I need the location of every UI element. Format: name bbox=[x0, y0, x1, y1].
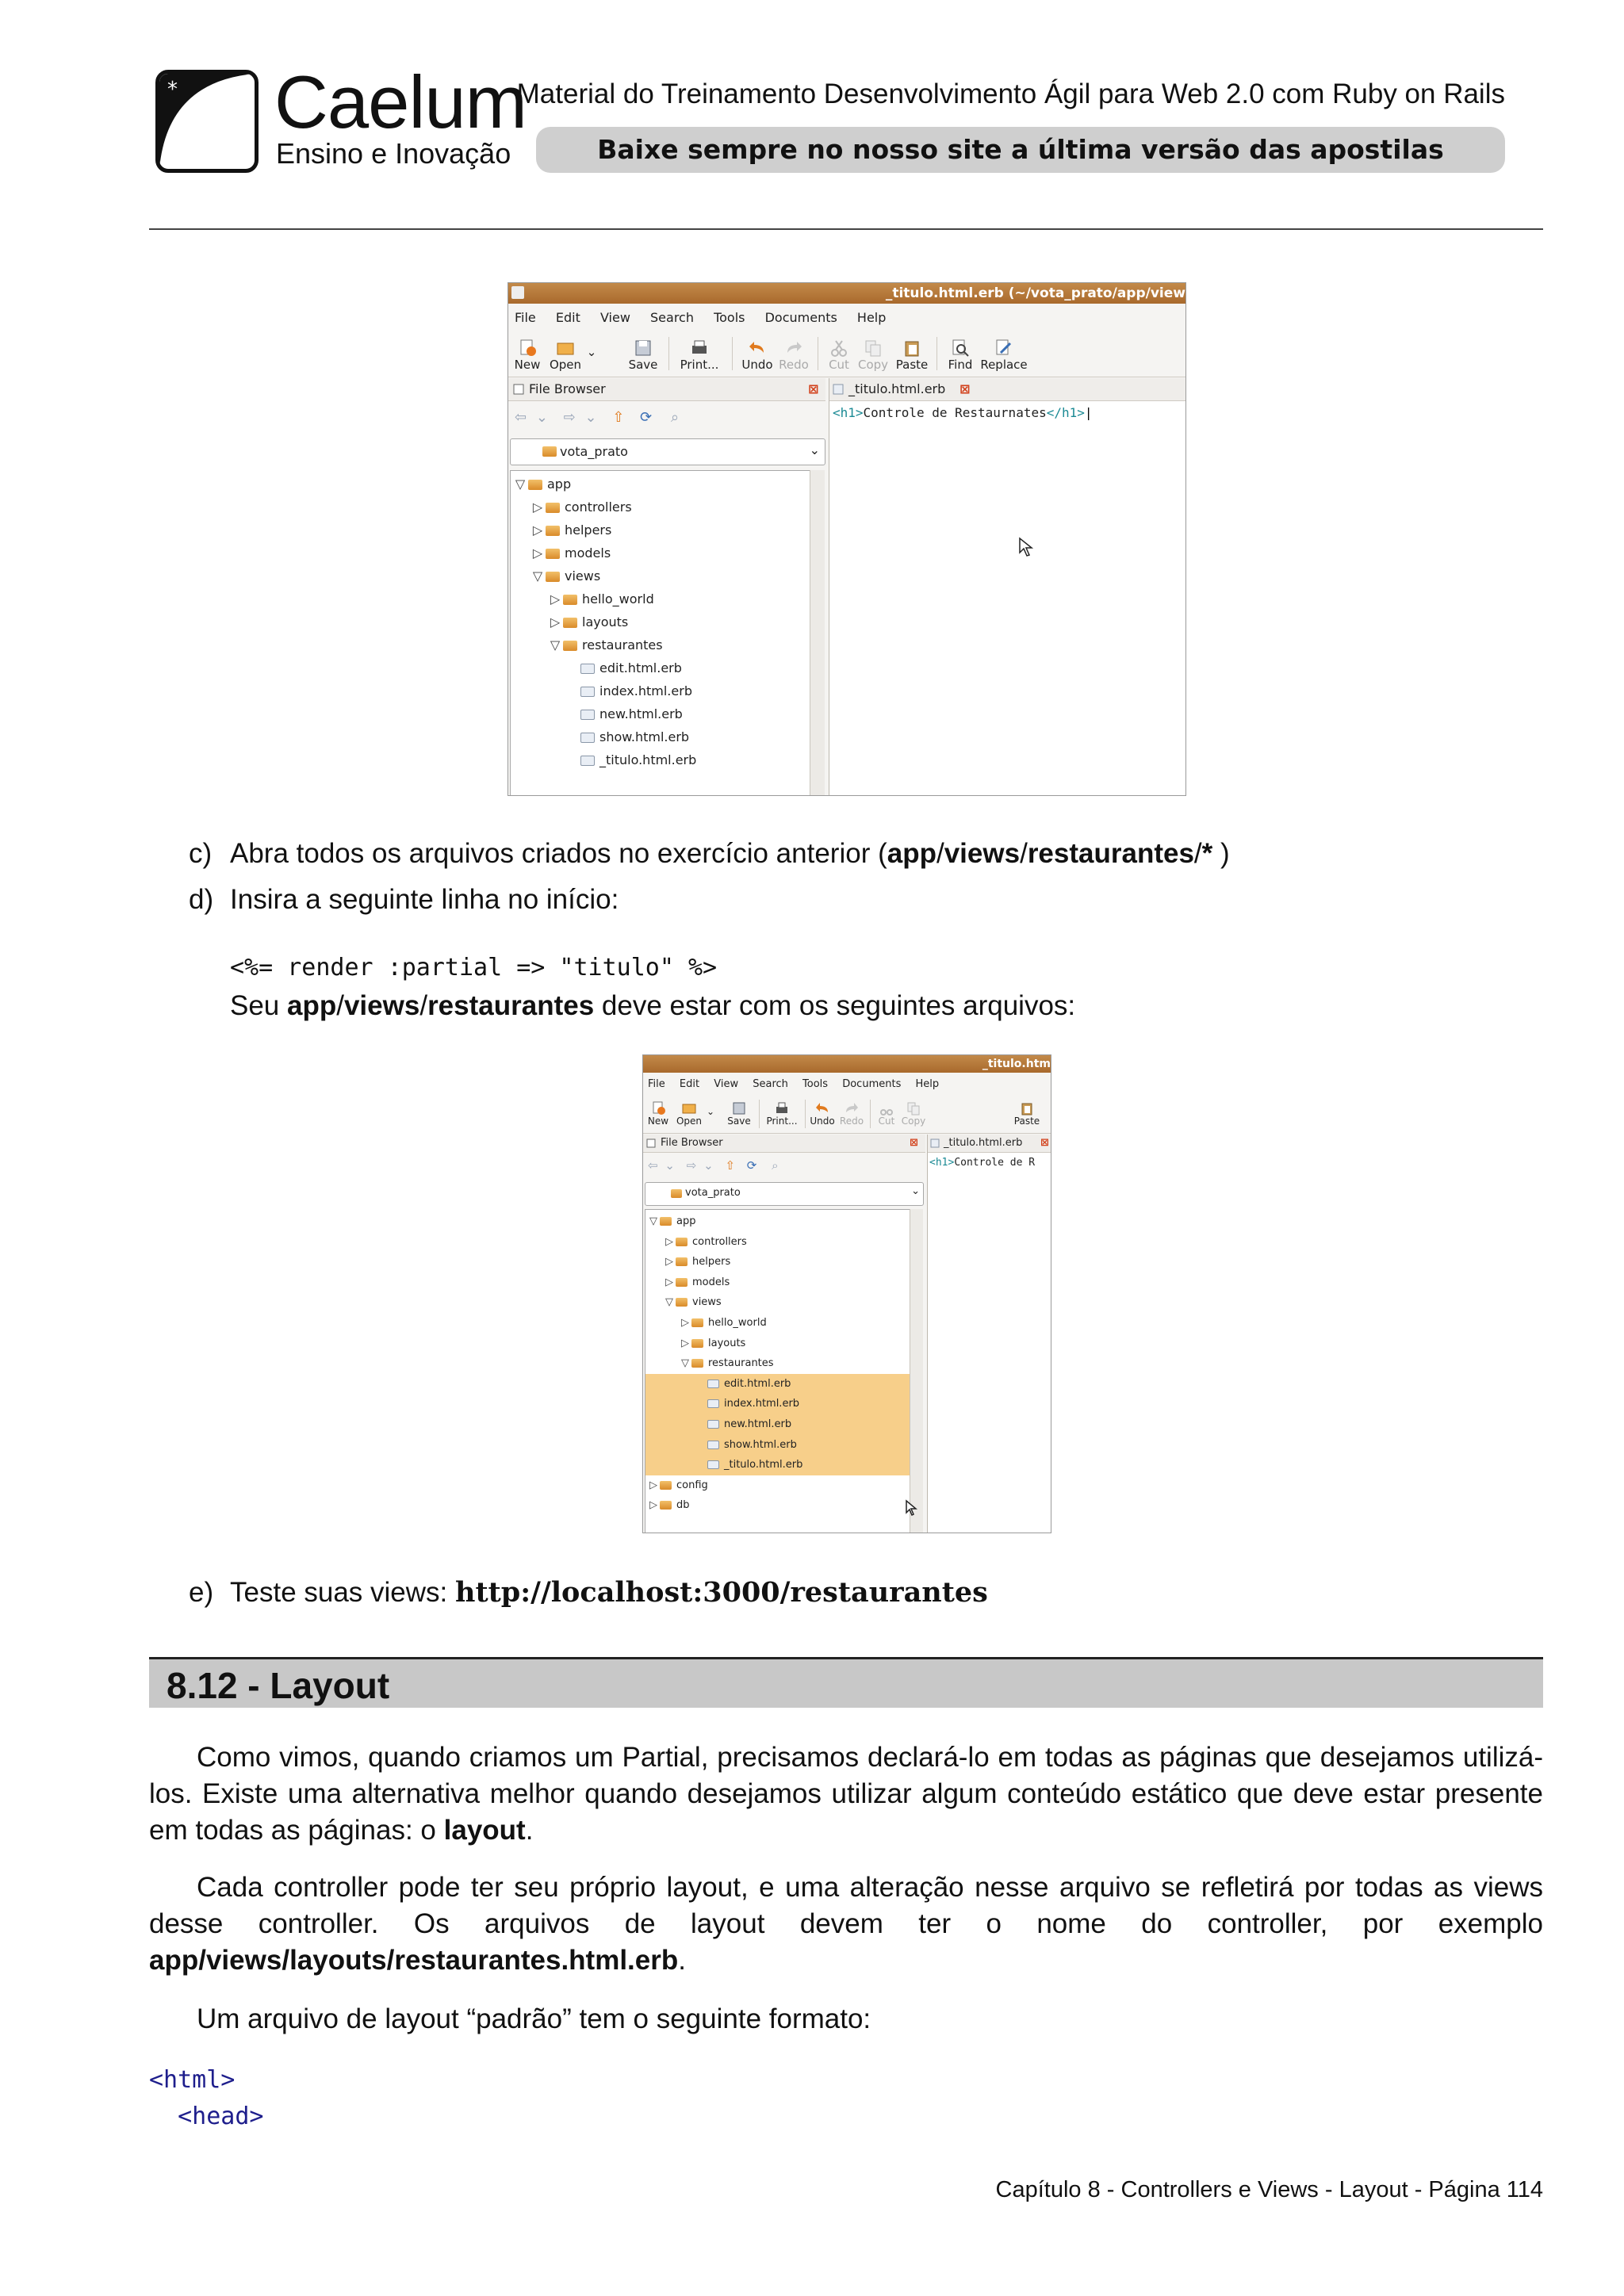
refresh-icon[interactable]: ⟳ bbox=[746, 1158, 757, 1173]
folder-icon bbox=[528, 480, 542, 490]
file-browser-title: File Browser bbox=[661, 1137, 723, 1149]
tree-item-label: controllers bbox=[692, 1235, 747, 1248]
window-titlebar bbox=[643, 1055, 1051, 1073]
tree-item-label: _titulo.html.erb bbox=[599, 752, 697, 767]
tree-file-item[interactable] bbox=[511, 702, 810, 725]
back-icon[interactable]: ⇦ bbox=[648, 1158, 658, 1173]
tree-scrollbar[interactable] bbox=[910, 1209, 923, 1533]
toolbar-find-button[interactable]: Find bbox=[944, 339, 976, 372]
step-d-text: Insira a seguinte linha no início: bbox=[230, 884, 619, 915]
expander-closed-icon[interactable]: ▷ bbox=[681, 1317, 689, 1329]
expander-closed-icon[interactable]: ▷ bbox=[665, 1276, 673, 1288]
folder-icon bbox=[676, 1298, 688, 1307]
page-footer: Capítulo 8 - Controllers e Views - Layout - Página 114 bbox=[995, 2177, 1543, 2202]
caelum-logo-mark bbox=[155, 70, 259, 173]
tree-item-label: edit.html.erb bbox=[599, 660, 682, 675]
chevron-down-icon[interactable]: ⌄ bbox=[584, 409, 597, 426]
window-title: _titulo.html.erb (~/vota_prato/app/view bbox=[885, 285, 1185, 301]
mouse-cursor-icon bbox=[1018, 537, 1034, 557]
expander-closed-icon[interactable]: ▷ bbox=[649, 1499, 657, 1512]
tree-file-item[interactable] bbox=[645, 1374, 910, 1395]
toolbar-separator bbox=[936, 337, 937, 370]
tree-folder-item[interactable] bbox=[645, 1353, 910, 1374]
tree-file-item[interactable] bbox=[511, 725, 810, 748]
menu-file[interactable]: File bbox=[648, 1078, 665, 1090]
step-e-text: Teste suas views: http://localhost:3000/restaurantes bbox=[230, 1576, 988, 1609]
folder-icon bbox=[660, 1481, 672, 1490]
paragraph-1: Como vimos, quando criamos um Partial, precisamos declará-lo em todas as páginas que desejamos utilizá-los. Existe uma alternativa melhor quando desejamos utilizar algum conteúdo estático que deve estar presente em todas as páginas: o layout. bbox=[149, 1742, 1543, 1846]
logo-name: Caelum bbox=[274, 60, 527, 144]
toolbar-copy-button[interactable]: Copy bbox=[898, 1101, 929, 1127]
tree-folder-item[interactable] bbox=[511, 519, 810, 541]
tree-scrollbar[interactable] bbox=[810, 470, 825, 795]
folder-icon bbox=[676, 1257, 688, 1266]
menu-tools[interactable]: Tools bbox=[802, 1078, 829, 1090]
step-c-text: Abra todos os arquivos criados no exercício anterior (app/views/restaurantes/* ) bbox=[230, 838, 1230, 869]
new-file-icon bbox=[518, 339, 537, 358]
tree-item-label: layouts bbox=[708, 1337, 746, 1349]
tree-item-label: models bbox=[692, 1276, 730, 1288]
code-line-head: <head> bbox=[149, 2103, 264, 2130]
tree-folder-item[interactable] bbox=[645, 1211, 910, 1232]
toolbar-cut-button[interactable]: Cut bbox=[825, 339, 852, 372]
filter-search-icon[interactable]: ⌕ bbox=[670, 409, 680, 426]
toolbar-redo-button[interactable]: Redo bbox=[778, 339, 810, 372]
tree-item-label: models bbox=[565, 545, 611, 561]
editor-area bbox=[927, 1135, 1051, 1533]
paragraph-3: Um arquivo de layout “padrão” tem o seguinte formato: bbox=[197, 2003, 871, 2034]
window-titlebar bbox=[508, 283, 1185, 304]
expander-closed-icon[interactable]: ▷ bbox=[532, 522, 543, 538]
toolbar-open-button[interactable]: Open bbox=[548, 339, 583, 372]
menu-tools[interactable]: Tools bbox=[714, 310, 745, 325]
toolbar-copy-button[interactable]: Copy bbox=[856, 339, 891, 372]
chevron-down-icon: ⌄ bbox=[809, 442, 820, 457]
folder-icon bbox=[676, 1238, 688, 1246]
document-icon bbox=[707, 1380, 719, 1388]
folder-icon bbox=[546, 572, 560, 582]
step-d-code: <%= render :partial => "titulo" %> bbox=[230, 954, 718, 982]
tree-file-item[interactable] bbox=[511, 679, 810, 702]
redo-icon bbox=[784, 339, 803, 358]
toolbar-paste-button[interactable]: Paste bbox=[1011, 1101, 1043, 1127]
folder-icon bbox=[563, 618, 577, 628]
folder-icon bbox=[546, 526, 560, 536]
toolbar-separator bbox=[732, 337, 733, 370]
step-d-marker: d) bbox=[189, 884, 214, 915]
document-icon bbox=[580, 733, 595, 743]
clipboard-icon bbox=[902, 339, 921, 358]
redo-icon bbox=[845, 1101, 859, 1115]
gedit-screenshot-1 bbox=[508, 282, 1186, 796]
tree-folder-item[interactable] bbox=[645, 1313, 910, 1334]
copy-icon bbox=[906, 1101, 921, 1115]
toolbar-replace-button[interactable]: Replace bbox=[978, 339, 1030, 372]
tree-file-item[interactable] bbox=[645, 1455, 910, 1475]
section-heading bbox=[149, 1657, 1543, 1708]
print-icon bbox=[775, 1101, 789, 1115]
menu-search[interactable]: Search bbox=[650, 310, 694, 325]
menu-file[interactable]: File bbox=[515, 310, 536, 325]
menu-view[interactable]: View bbox=[599, 310, 630, 325]
document-icon bbox=[707, 1420, 719, 1429]
expander-closed-icon[interactable]: ▷ bbox=[532, 545, 543, 561]
tree-item-label: helpers bbox=[692, 1256, 731, 1269]
editor-tab-bar bbox=[928, 1135, 1051, 1153]
clipboard-icon bbox=[1020, 1101, 1034, 1115]
tree-item-label: new.html.erb bbox=[599, 706, 683, 721]
window-title: _titulo.htm bbox=[982, 1058, 1051, 1070]
file-browser-header bbox=[508, 378, 825, 401]
up-arrow-icon[interactable]: ⇧ bbox=[612, 409, 625, 426]
find-icon bbox=[951, 339, 970, 358]
menu-edit[interactable]: Edit bbox=[679, 1078, 700, 1090]
expander-closed-icon[interactable]: ▷ bbox=[681, 1337, 689, 1349]
section-title: 8.12 - Layout bbox=[167, 1665, 390, 1706]
tree-item-label: app bbox=[547, 476, 572, 492]
refresh-icon[interactable]: ⟳ bbox=[640, 409, 653, 426]
folder-icon bbox=[691, 1339, 703, 1348]
folder-icon bbox=[676, 1278, 688, 1287]
folder-icon bbox=[660, 1501, 672, 1510]
location-combo[interactable] bbox=[645, 1182, 924, 1206]
tree-item-label: db bbox=[676, 1499, 690, 1512]
expander-closed-icon[interactable]: ▷ bbox=[550, 591, 561, 607]
tree-item-label: edit.html.erb bbox=[724, 1377, 791, 1390]
expander-open-icon[interactable]: ▽ bbox=[550, 637, 561, 652]
header-divider bbox=[149, 228, 1543, 230]
folder-icon bbox=[671, 1189, 682, 1198]
tree-file-item[interactable] bbox=[645, 1394, 910, 1414]
tree-file-item[interactable] bbox=[511, 748, 810, 771]
toolbar-separator bbox=[805, 1100, 806, 1128]
file-browser-header bbox=[643, 1135, 925, 1153]
folder-icon bbox=[546, 549, 560, 559]
toolbar-cut-button[interactable]: Cut bbox=[875, 1101, 898, 1127]
document-icon bbox=[930, 1138, 940, 1148]
editor-tab[interactable]: _titulo.html.erb bbox=[944, 1137, 1023, 1149]
tree-item-label: controllers bbox=[565, 499, 632, 515]
step-d-files-text: Seu app/views/restaurantes deve estar com os seguintes arquivos: bbox=[230, 990, 1076, 1021]
toolbar bbox=[508, 331, 1185, 377]
editor-area bbox=[829, 378, 1186, 795]
save-icon bbox=[634, 339, 653, 358]
logo-tagline: Ensino e Inovação bbox=[276, 137, 511, 170]
expander-open-icon[interactable]: ▽ bbox=[681, 1357, 689, 1370]
document-icon bbox=[707, 1399, 719, 1408]
toolbar-print-button[interactable]: Print... bbox=[764, 1101, 800, 1127]
document-icon bbox=[580, 710, 595, 720]
save-icon bbox=[732, 1101, 746, 1115]
up-arrow-icon[interactable]: ⇧ bbox=[725, 1158, 736, 1173]
tree-folder-item[interactable] bbox=[511, 496, 810, 519]
expander-closed-icon[interactable]: ▷ bbox=[665, 1256, 673, 1269]
tree-folder-item[interactable] bbox=[645, 1475, 910, 1496]
toolbar-print-button[interactable]: Print... bbox=[678, 339, 721, 372]
document-icon bbox=[580, 687, 595, 697]
location-value: vota_prato bbox=[685, 1187, 741, 1199]
tree-item-label: new.html.erb bbox=[724, 1418, 792, 1430]
document-icon bbox=[707, 1441, 719, 1449]
code-line-html: <html> bbox=[149, 2066, 236, 2094]
toolbar-redo-button[interactable]: Redo bbox=[838, 1101, 865, 1127]
close-panel-icon[interactable]: ⊠ bbox=[910, 1137, 918, 1149]
folder-icon bbox=[563, 641, 577, 651]
toolbar-undo-button[interactable]: Undo bbox=[741, 339, 773, 372]
expander-closed-icon[interactable]: ▷ bbox=[532, 499, 543, 515]
folder-icon bbox=[563, 595, 577, 605]
svg-text:*: * bbox=[167, 78, 178, 101]
folder-icon bbox=[691, 1359, 703, 1368]
toolbar-separator bbox=[759, 1100, 760, 1128]
menu-documents[interactable]: Documents bbox=[842, 1078, 902, 1090]
document-icon bbox=[707, 1460, 719, 1469]
header-banner: Baixe sempre no nosso site a última versão das apostilas bbox=[536, 127, 1505, 173]
document-icon bbox=[580, 664, 595, 674]
toolbar-open-button[interactable]: Open bbox=[675, 1101, 703, 1127]
document-icon bbox=[833, 384, 844, 395]
tree-item-label: layouts bbox=[582, 614, 629, 629]
chevron-down-icon[interactable]: ⌄ bbox=[703, 1158, 714, 1173]
folder-icon bbox=[546, 503, 560, 513]
toolbar-separator bbox=[870, 1100, 871, 1128]
expander-open-icon[interactable]: ▽ bbox=[665, 1296, 673, 1309]
file-browser-icon bbox=[646, 1138, 656, 1148]
toolbar-save-button[interactable]: Save bbox=[726, 1101, 753, 1127]
tree-item-label: index.html.erb bbox=[599, 683, 692, 698]
tree-item-label: hello_world bbox=[582, 591, 654, 607]
folder-icon bbox=[542, 446, 557, 457]
open-dropdown-chevron-icon[interactable]: ⌄ bbox=[586, 345, 597, 359]
forward-icon[interactable]: ⇨ bbox=[563, 409, 576, 426]
open-folder-icon bbox=[556, 339, 575, 358]
tree-file-item[interactable] bbox=[511, 656, 810, 679]
expander-closed-icon[interactable]: ▷ bbox=[550, 614, 561, 629]
window-icon bbox=[511, 286, 524, 299]
chevron-down-icon[interactable]: ⌄ bbox=[665, 1158, 675, 1173]
document-icon bbox=[580, 756, 595, 766]
folder-icon bbox=[691, 1318, 703, 1327]
menu-help[interactable]: Help bbox=[856, 310, 887, 325]
test-url[interactable]: http://localhost:3000/restaurantes bbox=[455, 1576, 988, 1609]
tree-item-label: helpers bbox=[565, 522, 612, 538]
paragraph-2: Cada controller pode ter seu próprio layout, e uma alteração nesse arquivo se refletirá por todas as views desse controller. Os arquivos de layout devem ter o nome do controller, por exemplo app/views/layouts/restaurantes.html.erb. bbox=[149, 1872, 1543, 1976]
menu-help[interactable]: Help bbox=[915, 1078, 940, 1090]
logo-quarter-circle-icon bbox=[159, 74, 255, 169]
menu-documents[interactable]: Documents bbox=[764, 310, 837, 325]
tree-item-label: show.html.erb bbox=[599, 729, 690, 744]
gedit-screenshot-2 bbox=[642, 1054, 1051, 1533]
mouse-cursor-icon bbox=[905, 1499, 917, 1517]
tree-item-label: views bbox=[692, 1296, 722, 1309]
chevron-down-icon: ⌄ bbox=[911, 1185, 920, 1197]
tree-item-label: restaurantes bbox=[708, 1357, 774, 1370]
editor-tab-bar bbox=[829, 378, 1186, 401]
close-tab-icon[interactable]: ⊠ bbox=[1040, 1137, 1049, 1149]
step-e-marker: e) bbox=[189, 1577, 214, 1608]
editor-tab[interactable]: _titulo.html.erb bbox=[848, 381, 946, 396]
expander-open-icon[interactable]: ▽ bbox=[532, 568, 543, 584]
toolbar bbox=[643, 1095, 1051, 1134]
tree-item-label: views bbox=[565, 568, 601, 584]
file-browser-nav bbox=[643, 1154, 925, 1177]
location-combo[interactable] bbox=[510, 438, 825, 465]
expander-open-icon[interactable]: ▽ bbox=[515, 476, 526, 492]
tree-folder-item[interactable] bbox=[645, 1292, 910, 1313]
tree-folder-item[interactable] bbox=[511, 633, 810, 656]
replace-icon bbox=[994, 339, 1013, 358]
tree-item-label: _titulo.html.erb bbox=[724, 1459, 803, 1471]
tree-item-label: app bbox=[676, 1215, 696, 1227]
expander-closed-icon[interactable]: ▷ bbox=[649, 1479, 657, 1491]
tree-folder-item[interactable] bbox=[511, 473, 810, 496]
toolbar-undo-button[interactable]: Undo bbox=[808, 1101, 837, 1127]
expander-open-icon[interactable]: ▽ bbox=[649, 1215, 657, 1227]
file-tree bbox=[645, 1209, 911, 1533]
step-c-marker: c) bbox=[189, 838, 213, 869]
copy-icon bbox=[864, 339, 883, 358]
open-dropdown-chevron-icon[interactable]: ⌄ bbox=[706, 1106, 715, 1117]
file-browser-icon bbox=[513, 384, 524, 395]
tree-folder-item[interactable] bbox=[511, 587, 810, 610]
location-value: vota_prato bbox=[560, 444, 628, 459]
toolbar-separator bbox=[668, 337, 669, 370]
tree-folder-item[interactable] bbox=[645, 1232, 910, 1253]
file-tree bbox=[510, 470, 811, 796]
tree-folder-item[interactable] bbox=[645, 1272, 910, 1293]
forward-icon[interactable]: ⇨ bbox=[686, 1158, 697, 1173]
undo-icon bbox=[748, 339, 767, 358]
editor-code-line: <h1>Controle de R bbox=[929, 1157, 1036, 1169]
undo-icon bbox=[815, 1101, 829, 1115]
scissors-icon bbox=[879, 1101, 894, 1115]
toolbar-new-button[interactable]: New bbox=[646, 1101, 670, 1127]
file-browser-title: File Browser bbox=[529, 381, 606, 396]
open-folder-icon bbox=[682, 1101, 696, 1115]
new-file-icon bbox=[651, 1101, 665, 1115]
toolbar-new-button[interactable]: New bbox=[513, 339, 542, 372]
editor-code-line: <h1>Controle de Restaurnates</h1>| bbox=[833, 405, 1093, 420]
chevron-down-icon[interactable]: ⌄ bbox=[535, 409, 548, 426]
tree-item-label: config bbox=[676, 1479, 708, 1491]
menu-search[interactable]: Search bbox=[753, 1078, 788, 1090]
close-panel-icon[interactable]: ⊠ bbox=[808, 381, 819, 396]
filter-search-icon[interactable]: ⌕ bbox=[772, 1158, 779, 1173]
tree-folder-item[interactable] bbox=[645, 1252, 910, 1272]
tree-folder-item[interactable] bbox=[511, 541, 810, 564]
scissors-icon bbox=[829, 339, 848, 358]
expander-closed-icon[interactable]: ▷ bbox=[665, 1235, 673, 1248]
close-tab-icon[interactable]: ⊠ bbox=[959, 381, 971, 396]
tree-file-item[interactable] bbox=[645, 1435, 910, 1456]
tree-item-label: hello_world bbox=[708, 1317, 767, 1329]
tree-folder-item[interactable] bbox=[511, 564, 810, 587]
file-browser-nav bbox=[508, 404, 825, 432]
menu-view[interactable]: View bbox=[714, 1078, 739, 1090]
tree-item-label: restaurantes bbox=[582, 637, 663, 652]
tree-item-label: index.html.erb bbox=[724, 1398, 800, 1410]
tree-item-label: show.html.erb bbox=[724, 1438, 797, 1451]
menu-bar bbox=[508, 307, 1185, 329]
menu-bar bbox=[643, 1076, 1051, 1093]
menu-edit[interactable]: Edit bbox=[555, 310, 580, 325]
toolbar-save-button[interactable]: Save bbox=[627, 339, 659, 372]
tree-folder-item[interactable] bbox=[511, 610, 810, 633]
back-icon[interactable]: ⇦ bbox=[515, 409, 527, 426]
header-title: Material do Treinamento Desenvolvimento Ágil para Web 2.0 com Ruby on Rails bbox=[516, 78, 1505, 109]
toolbar-paste-button[interactable]: Paste bbox=[894, 339, 930, 372]
tree-folder-item[interactable] bbox=[645, 1334, 910, 1354]
tree-folder-item[interactable] bbox=[645, 1495, 910, 1516]
tree-file-item[interactable] bbox=[645, 1414, 910, 1435]
folder-icon bbox=[660, 1217, 672, 1226]
print-icon bbox=[690, 339, 709, 358]
